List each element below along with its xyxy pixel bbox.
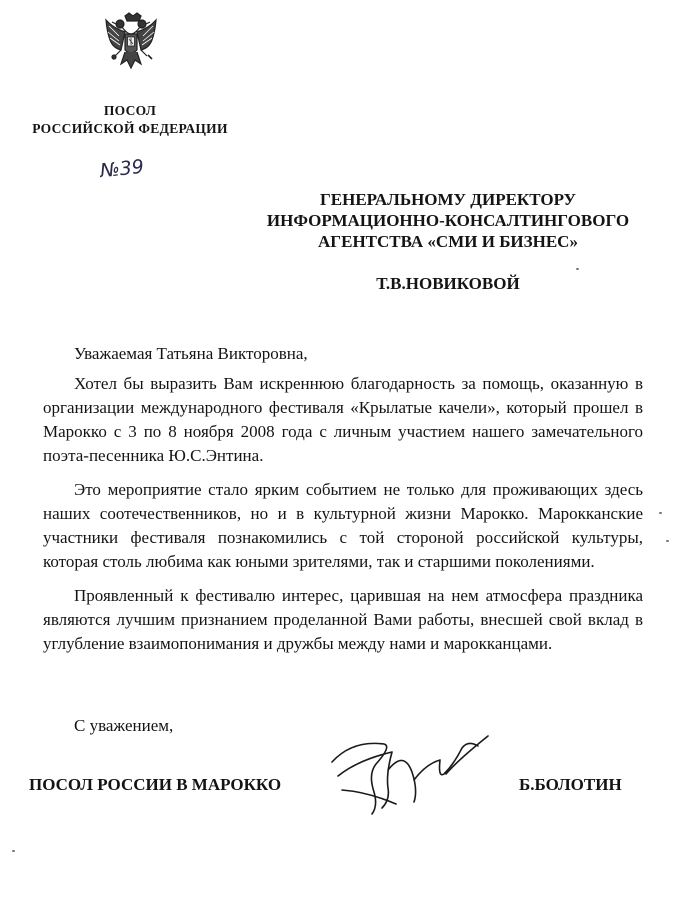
scan-speck <box>576 268 579 270</box>
registration-number: №39 <box>98 155 145 183</box>
signatory-name: Б.БОЛОТИН <box>519 775 622 794</box>
paragraph-event: Это мероприятие стало ярким событием не только для проживающих здесь наших соотечественников, но и в культурной жизни Марокко. Марокканские участники фестиваля познакомились с той стороной российской культуры, которая столь любима как юными зрителями, так и старшими поколениями. <box>43 480 643 571</box>
closing: С уважением, <box>74 716 174 735</box>
sender-title: ПОСОЛ <box>103 103 157 118</box>
addressee-name: Т.В.НОВИКОВОЙ <box>376 274 520 293</box>
scan-speck <box>659 512 662 514</box>
addressee-block <box>210 189 686 252</box>
addressee-line-2: ИНФОРМАЦИОННО-КОНСАЛТИНГОВОГО <box>266 211 630 230</box>
paragraph-interest: Проявленный к фестивалю интерес, царившая на нем атмосфера праздника являются лучшим признанием проделанной Вами работы, внесшей свой вклад в углубление взаимопонимания и дружбы между нами и марокканцами. <box>43 586 643 653</box>
handwritten-signature-icon <box>328 730 518 830</box>
paragraph-gratitude: Хотел бы выразить Вам искреннюю благодарность за помощь, оказанную в организации международного фестиваля «Крылатые качели», который прошел в Марокко с 3 по 8 ноября 2008 года с личным участием нашего замечательного поэта-песенника Ю.С.Энтина. <box>43 374 643 465</box>
letter-body <box>43 342 643 666</box>
scan-speck <box>12 850 15 852</box>
addressee-line-1: ГЕНЕРАЛЬНОМУ ДИРЕКТОРУ <box>319 190 577 209</box>
signatory-title: ПОСОЛ РОССИИ В МАРОККО <box>29 775 282 794</box>
sender-country: РОССИЙСКОЙ ФЕДЕРАЦИИ <box>32 121 228 136</box>
salutation: Уважаемая Татьяна Викторовна, <box>74 344 308 363</box>
sender-heading <box>20 102 240 138</box>
addressee-line-3: АГЕНТСТВА «СМИ И БИЗНЕС» <box>318 232 578 251</box>
state-emblem-icon <box>103 12 159 74</box>
scan-speck <box>666 540 669 542</box>
